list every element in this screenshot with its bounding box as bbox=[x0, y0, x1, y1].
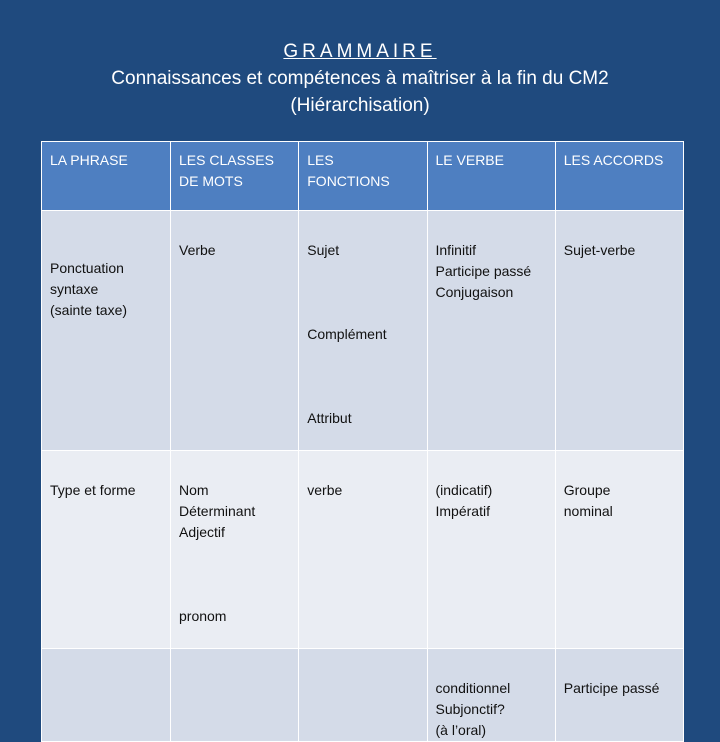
cell-phrase bbox=[42, 211, 171, 451]
table-header-row bbox=[42, 142, 684, 211]
cell-text: Participe passé bbox=[563, 680, 660, 696]
title-note: (Hiérarchisation) bbox=[290, 95, 430, 116]
cell-text: Infinitif Participe passé Conjugaison bbox=[435, 242, 532, 300]
cell-classes bbox=[171, 451, 299, 649]
cell-verbe bbox=[427, 451, 555, 649]
cell-text: Complément bbox=[307, 326, 387, 342]
cell-text: Groupe nominal bbox=[563, 482, 613, 519]
cell-text: Sujet-verbe bbox=[563, 242, 636, 258]
cell-accords bbox=[555, 211, 683, 451]
cell-text: Attribut bbox=[307, 410, 352, 426]
header-fonctions: LES FONCTIONS bbox=[299, 142, 427, 211]
cell-verbe bbox=[427, 649, 555, 742]
table-row bbox=[42, 451, 684, 649]
cell-text: pronom bbox=[179, 608, 227, 624]
cell-verbe bbox=[427, 211, 555, 451]
cell-text: verbe bbox=[307, 482, 343, 498]
cell-phrase bbox=[42, 649, 171, 742]
header-phrase: LA PHRASE bbox=[42, 142, 171, 211]
title-main: GRAMMAIRE bbox=[283, 41, 437, 62]
title-subtitle: Connaissances et compétences à maîtriser à la fin du CM2 bbox=[111, 68, 609, 89]
cell-phrase bbox=[42, 451, 171, 649]
table-row bbox=[42, 211, 684, 451]
cell-fonctions bbox=[299, 451, 427, 649]
cell-classes bbox=[171, 211, 299, 451]
cell-text: Ponctuation syntaxe (sainte taxe) bbox=[50, 260, 128, 318]
cell-text: Type et forme bbox=[50, 482, 136, 498]
cell-text: Verbe bbox=[179, 242, 216, 258]
header-classes: LES CLASSES DE MOTS bbox=[171, 142, 299, 211]
table-row bbox=[42, 649, 684, 742]
grammar-table bbox=[41, 141, 684, 742]
cell-text: Nom Déterminant Adjectif bbox=[179, 482, 256, 540]
header-accords: LES ACCORDS bbox=[555, 142, 683, 211]
cell-text: Sujet bbox=[307, 242, 340, 258]
cell-fonctions bbox=[299, 211, 427, 451]
cell-text: (indicatif) Impératif bbox=[435, 482, 493, 519]
cell-accords bbox=[555, 451, 683, 649]
header-verbe: LE VERBE bbox=[427, 142, 555, 211]
slide-title bbox=[0, 38, 720, 119]
cell-accords bbox=[555, 649, 683, 742]
cell-text: conditionnel Subjonctif? (à l’oral) bbox=[435, 680, 511, 738]
cell-fonctions bbox=[299, 649, 427, 742]
cell-classes bbox=[171, 649, 299, 742]
